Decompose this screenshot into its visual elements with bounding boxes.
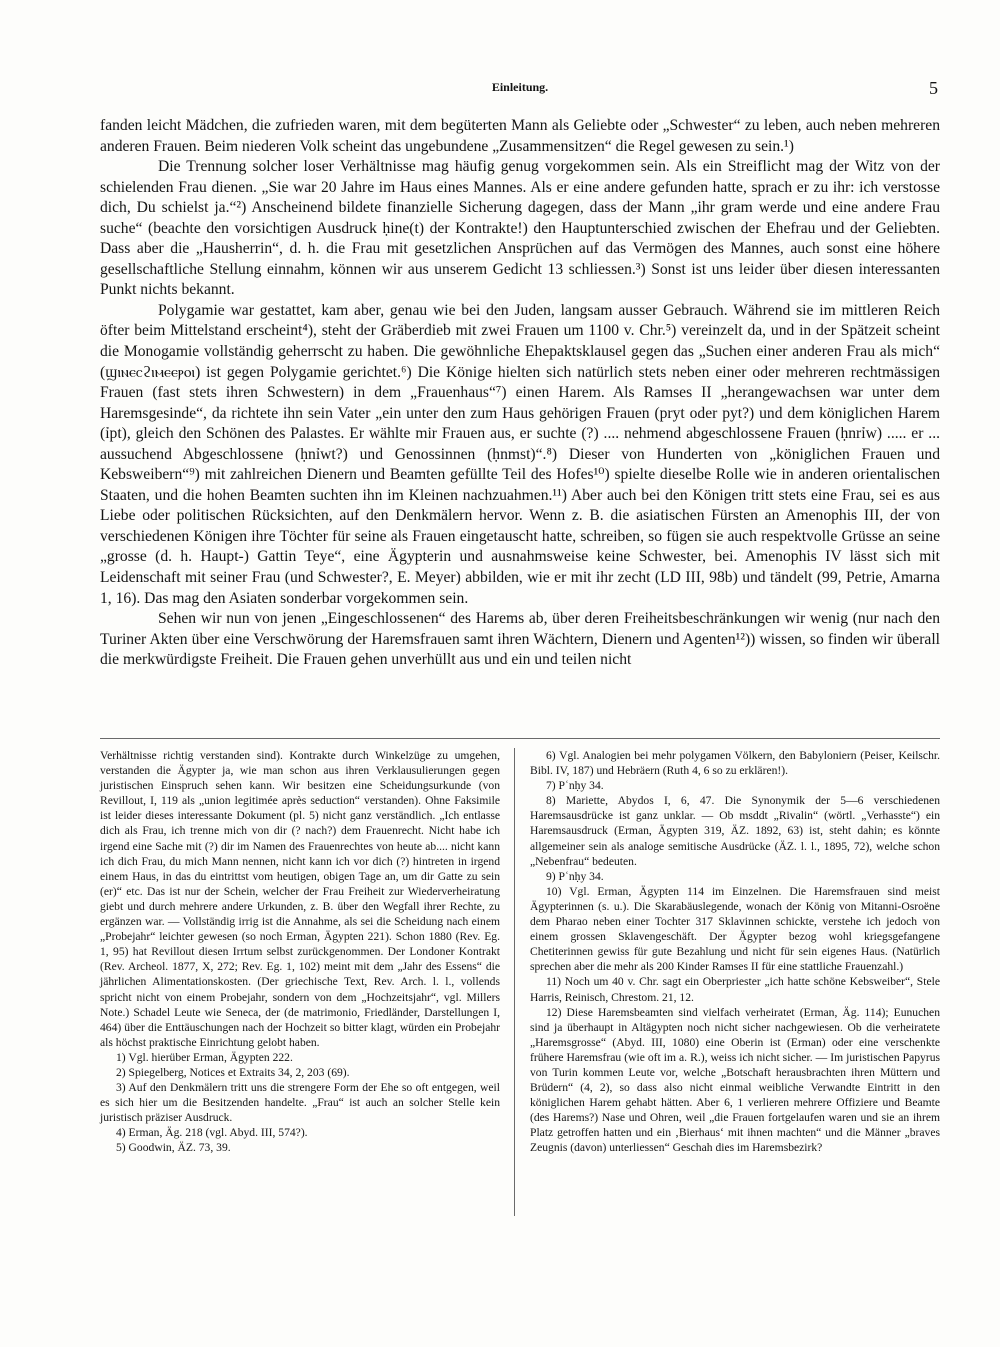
footnote: 1) Vgl. hierüber Erman, Ägypten 222. bbox=[116, 1050, 293, 1064]
main-paragraph: Sehen wir nun von jenen „Eingeschlossenen“ des Harems ab, über deren Freiheitsbeschränkungen wir wenig (nur nach den Turiner Akten über eine Verschwörung der Haremsfrauen samt ihren Wächtern, Dienern und Agenten¹²)) wissen, so finden wir überall die merkwürdigste Freiheit. Die Frauen gehen unverhüllt aus und ein und teilen nicht bbox=[100, 610, 940, 669]
main-paragraph: Die Trennung solcher loser Verhältnisse mag häufig genug vorgekommen sein. Als ein Streiflicht mag der Witz von der schielenden Frau dienen. „Sie war 20 Jahre im Haus eines Mannes. Als er eine andere gefunden hatte, sprach er zu ihr: ich verstosse dich, Du schielst ja.“²) Anscheinend bildete finanzielle Sicherung dagegen, dass der Mann „ihr gram werde und eine andere Frau suche“ (beachte den vorsichtigen Ausdruck ḥine(t) der Kontrakte!) den Hauptunterschied zwischen der Ehefrau und der Geliebten. Dass aber die „Hausherrin“, d. h. die Frau mit gesetzlichen Ansprüchen auf das Vermögen des Mannes, auch sonst eine höhere gesellschaftliche Stellung einnahm, können wir aus unserem Gedicht 13 schliessen.³) Sonst ist uns leider über diesen interessanten Punkt nichts bekannt. bbox=[100, 158, 940, 299]
footnote: 5) Goodwin, ÄZ. 73, 39. bbox=[116, 1141, 231, 1155]
footnotes bbox=[100, 748, 940, 1218]
footnote: 9) Pʿnḥy 34. bbox=[546, 869, 604, 883]
running-title: Einleitung. bbox=[491, 80, 549, 94]
footnote: 7) Pʿnḥy 34. bbox=[546, 779, 604, 793]
footnote: 8) Mariette, Abydos I, 6, 47. Die Synonymik der 5—6 verschiedenen Haremsausdrücke ist ganz unklar. — Ob msddt „Rivalin“ (wörtl. „Verhasste“) ein Haremsausdruck (Erman, Ägypten 319, ÄZ. 1892, 63) ist, steht dahin; es könnte allgemeiner sein als analoge semitische Ausdrücke (ÄZ. l. l., 1895, 72), welche schon „Nebenfrau“ bedeuten. bbox=[530, 794, 940, 868]
footnote: 10) Vgl. Erman, Ägypten 114 im Einzelnen. Die Haremsfrauen sind meist Ägypterinnen (s. u.). Die Skarabäuslegende, wonach der König von Mitanni-Osroëne dem Pharao neben einer Tochter 317 Sklavinnen schickte, verstehe ich jedoch von einem grossen Sklavengeschäft. Der Ägypter bezog wohl kriegsgefangene Chetiterinnen gewiss für gute Bezahlung und nicht für sein eigenes Haus. (Natürlich sprechen aber die mehr als 200 Kinder Ramses II für eine stattliche Frauenzahl.) bbox=[530, 884, 940, 974]
running-head bbox=[100, 78, 940, 102]
main-text bbox=[100, 116, 940, 671]
footnote: 4) Erman, Äg. 218 (vgl. Abyd. III, 574?). bbox=[116, 1126, 308, 1140]
footnotes-left-column bbox=[100, 748, 500, 1156]
main-paragraph: Polygamie war gestattet, kam aber, genau wie bei den Juden, langsam ausser Gebrauch. Während sie im mittleren Reich öfter beim Mittelstand erscheint⁴), steht der Gräberdieb mit zwei Frauen um 1100 v. Chr.⁵) vereinzelt da, und in der Spätzeit scheint die Monogamie vollständig geherrscht zu haben. Die gewöhnliche Ehepaktsklausel gegen das „Suchen einer anderen Frau als mich“ (ϣⲓⲛⲉⲥϩⲓⲙⲉⲉⲣⲟⲓ) ist gegen Polygamie gerichtet.⁶) Die Könige hielten sich natürlich stets neben einer oder mehreren rechtmässigen Frauen (fast stets ihren Schwestern) in dem „Frauenhaus“⁷) einen Harem. Als Ramses II „herangewachsen war unter dem Haremsgesinde“, da richtete ihn sein Vater „ein unter den zum Haus gehörigen Frauen (pryt oder pyt?) und dem königlichen Harem (ỉpt), gleich den Schönen des Palastes. Er wählte mir Frauen aus, er suchte (?) .... nehmend abgeschlossene Frauen (ḥnrỉw) ..... er ... aussuchend Abgeschlossene (ḥnỉwt?) und Genossinnen (ḥnmst)“.⁸) Dieser von Hunderten von „königlichen Frauen und Kebsweibern“⁹) mit zahlreichen Dienern und Beamten gefüllte Teil des Hofes¹⁰) spielte dieselbe Rolle wie in anderen orientalischen Staaten, und die hohen Beamten suchten ihn im Kleinen nachzuahmen.¹¹) Aber auch bei den Königen tritt stets eine Frau, sei es aus Liebe oder politischen Rücksichten, auf den Denkmälern hervor. Wenn z. B. die asiatischen Fürsten an Amenophis III, der von verschiedenen Königen ihre Töchter für seine als Frauen eingetauscht hatte, schreiben, so fügen sie auch respektvolle Grüsse an seine „grosse (d. h. Haupt-) Gattin Teye“, eine Ägypterin und ausnahmsweise keine Schwester, bei. Amenophis IV lässt sich mit Leidenschaft mit seiner Frau (und Schwester?, E. Meyer) abbilden, wie er mit ihr zecht (LD III, 98b) und tändelt (99, Petrie, Amarna 1, 16). Das mag den Asiaten sonderbar vorgekommen sein. bbox=[100, 301, 940, 607]
footnote: 2) Spiegelberg, Notices et Extraits 34, 2, 203 (69). bbox=[116, 1065, 350, 1079]
footnote-continuation: Verhältnisse richtig verstanden sind). Kontrakte durch Winkelzüge zu umgehen, verstanden die Ägypter ja, wie man schon aus ihren Verklausulierungen gegen juristischen Einspruch sehen kann. Wir besitzen eine Scheidungsurkunde (von Revillout, I, 119 als „union legitimée après seduction“ verstanden). Ohne Faksimile ist leider dieses interessante Dokument (pl. 5) nicht ganz verständlich. „Ich entlasse dich als Frau, ich trenne mich von dir (? nach?) dem Frauenrecht. Nicht habe ich irgend eine Sache mit (?) dir im Namen des Frauenrechtes von heute ab.... nicht kann ich dich Frau, du mich Mann nennen, nicht kann ich vor dich (?) hintreten in irgend einem Haus, in das du eintrittst vom heutigen, obigen Tage an, um dir Gatte zu sein (er)“ etc. Das ist nur der Schein, welcher der Frau Freiheit zur Wiederverheiratung giebt und durch mehrere andere Urkunden, z. B. über den Wegfall ihrer Rechte, zu ergänzen war. — Vollständig irrig ist die Annahme, als sei die Scheidung nach einem „Probejahr“ leichter gewesen (so noch Erman, Ägypten 221). Schon 1880 (Rev. Eg. 1, 95) hat Revillout diesen Irrtum selbst zurückgenommen. Der Londoner Kontrakt (Rev. Archeol. 1877, X, 272; Rev. Eg. 1, 102) meint mit dem „Jahr des Essens“ die jährlichen Alimentationskosten. (Der griechische Text, Rev. Arch. l. l., vollends spricht nicht von einem Probejahr, sondern von dem „Hochzeitsjahr“, vgl. Millers Note.) Schadel Leute wie Seneca, der (de matrimonio, Friedländer, Darstellungen I, 464) über die Enttäuschungen nach der Hochzeit so bitter klagt, würden ein Probejahr als höchst praktische Einrichtung gelobt haben. bbox=[100, 749, 500, 1049]
column-divider bbox=[514, 748, 515, 1216]
page-number: 5 bbox=[929, 78, 938, 98]
footnote-divider bbox=[100, 738, 940, 739]
footnote: 12) Diese Haremsbeamten sind vielfach verheiratet (Erman, Äg. 114); Eunuchen sind ja überhaupt in Altägypten noch nicht sicher nachgewiesen. Ob die verheiratete „Haremsgrosse“ (Abyd. III, 1080) eine Oberin ist (Erman) oder eine verschenkte frühere Haremsfrau (wie oft im a. R.), weiss ich nicht sicher. — Im juristischen Papyrus von Turin kommen Leute vor, welche „Botschaft herausbrachten ihren Müttern und Brüdern“ (4, 2), so dass also nicht einmal weibliche Verwandte Eintritt in den königlichen Harem gehabt hätten. Aber 6, 1 verlieren mehrere Offiziere und Beamte (des Harems?) Nase und Ohren, weil „die Frauen fortgelaufen waren und sie an ihrem Platz getroffen hatten und ein ‚Bierhaus‘ mit ihnen machten“ und die Männer „braves Zeugnis (davon) unterliessen“ Geschah dies im Haremsbezirk? bbox=[530, 1005, 940, 1155]
footnote: 3) Auf den Denkmälern tritt uns die strengere Form der Ehe so oft entgegen, weil es sich hier um die Besitzenden handelte. „Frau“ ist auch an solcher Stelle kein juristisch präziser Ausdruck. bbox=[100, 1081, 500, 1125]
footnote: 11) Noch um 40 v. Chr. sagt ein Oberpriester „ich hatte schöne Kebsweiber“, Stele Harris, Reinisch, Chrestom. 21, 12. bbox=[530, 975, 940, 1004]
main-paragraph: fanden leicht Mädchen, die zufrieden waren, mit dem begüterten Mann als Geliebte oder „Schwester“ zu leben, auch neben mehreren anderen Frauen. Beim niederen Volk scheint das ungebundene „Zusammensitzen“ die Regel gewesen zu sein.¹) bbox=[100, 117, 940, 155]
footnote: 6) Vgl. Analogien bei mehr polygamen Völkern, den Babyloniern (Peiser, Keilschr. Bibl. IV, 187) und Hebräern (Ruth 4, 6 so zu erklären!). bbox=[530, 749, 940, 778]
footnotes-right-column bbox=[530, 748, 940, 1156]
